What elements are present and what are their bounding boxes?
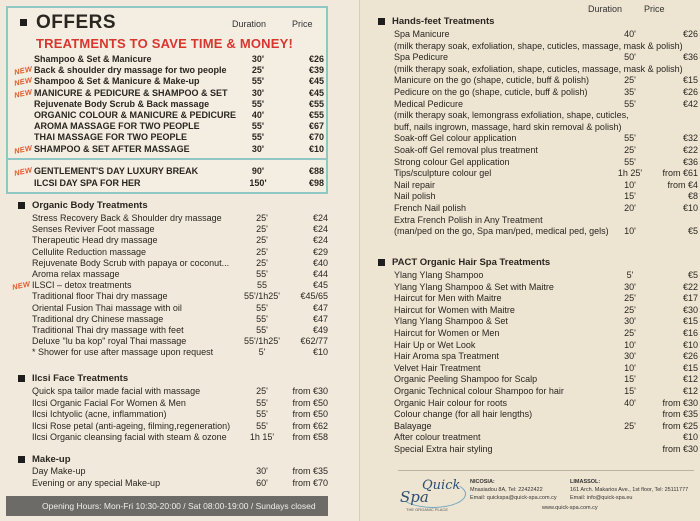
item-duration: 25' (256, 246, 268, 257)
item-price: from €35 (662, 409, 698, 420)
hands-feet-row (394, 133, 698, 144)
item-duration: 25' (256, 224, 268, 235)
hands-feet-row (394, 52, 698, 63)
item-price: €10 (682, 339, 698, 350)
duration-header: Duration (232, 19, 267, 29)
section-bullet (18, 375, 25, 382)
hands-feet-row (394, 98, 698, 110)
nicosia-title: NICOSIA: (470, 479, 495, 485)
item-duration: 15' (624, 386, 636, 396)
body-treatment-row (32, 247, 328, 258)
item-duration: 55' (256, 313, 268, 324)
offers-title: OFFERS (36, 12, 117, 33)
item-name: Evening or any special Make-up (32, 477, 161, 488)
item-price: €42 (682, 98, 698, 109)
item-price: €26 (682, 87, 698, 97)
item-price: €22 (682, 145, 698, 155)
section-bullet (18, 456, 25, 463)
duration-header: Duration (588, 4, 623, 14)
body-treatment-row (32, 235, 328, 246)
face-treatment-row (32, 386, 328, 397)
item-duration: 55' (256, 302, 268, 313)
makeup-row (32, 466, 328, 477)
item-duration: 5' (258, 347, 266, 358)
body-treatment-row (32, 213, 328, 224)
item-price: €5 (687, 270, 698, 280)
item-name: Oriental Fusion Thai massage with oil (32, 302, 182, 313)
item-duration: 25' (624, 145, 636, 155)
item-duration: 55' (256, 420, 268, 431)
new-badge: NEW (13, 165, 34, 178)
item-duration: 25' (256, 213, 268, 223)
item-name: Quick spa tailor made facial with massage (32, 386, 201, 396)
item-name: (milk therapy soak, lemongrass exfoliation, shape, cuticles, (394, 110, 629, 121)
hands-feet-row (394, 191, 698, 202)
item-name: Ylang Ylang Shampoo (394, 270, 484, 280)
item-name: Traditional Thai dry massage with feet (32, 325, 184, 335)
item-name: ILCSI DAY SPA FOR HER (34, 178, 141, 188)
offer-row (34, 99, 324, 110)
item-price: €55 (308, 110, 324, 120)
item-name: buff, nails ingrown, massage, hard skin removal & polish) (394, 121, 622, 132)
hands-feet-row (394, 145, 698, 156)
item-duration: 25' (256, 386, 268, 396)
logo-word-spa: Spa (400, 488, 429, 506)
body-treatment-row (32, 291, 328, 302)
item-name: Haircut for Men with Maitre (394, 293, 502, 304)
quick-spa-logo (400, 478, 470, 512)
hands-feet-row (394, 41, 690, 52)
item-name: Haircut for Women with Maitre (394, 304, 515, 315)
item-name: SHAMPOO & SET AFTER MASSAGE (34, 143, 190, 154)
item-duration: 55' (256, 397, 268, 408)
item-name: Haircut for Women or Men (394, 328, 500, 338)
item-name: Day Make-up (32, 466, 86, 476)
item-duration: 30' (256, 466, 268, 476)
hair-treatment-row (394, 409, 698, 420)
item-name: Deluxe "lu ba kop" royal Thai massage (32, 336, 187, 347)
item-name: Ilcsi Rose petal (anti-ageing, filming,regeneration) (32, 420, 231, 431)
new-badge: NEW (13, 64, 34, 78)
body-treatment-row (32, 303, 328, 314)
item-duration: 55' (624, 133, 636, 144)
item-name: Pedicure on the go (shape, cuticle, buff & polish) (394, 87, 588, 97)
item-name: Organic Hair colour for roots (394, 397, 508, 408)
item-price: from €30 (292, 386, 328, 396)
item-duration: 25' (624, 293, 636, 304)
item-duration: 55' (251, 121, 265, 132)
item-duration: 25' (624, 420, 636, 431)
offer-row (34, 65, 324, 76)
item-name: Aroma relax massage (32, 269, 120, 279)
new-badge: NEW (13, 75, 34, 89)
item-duration: 55' (256, 325, 268, 335)
hands-feet-row (394, 179, 698, 191)
item-duration: 55' (251, 132, 265, 143)
hands-feet-row (394, 168, 698, 179)
hands-feet-row (394, 226, 698, 237)
item-price: from €25 (662, 420, 698, 431)
item-price: €12 (682, 374, 698, 385)
item-price: from €50 (292, 409, 328, 420)
section-bullet (18, 202, 25, 209)
body-treatment-row (32, 325, 328, 336)
item-price: €45/65 (300, 291, 328, 302)
hands-feet-row (394, 122, 690, 133)
item-price: from €30 (662, 444, 698, 454)
item-price: €36 (682, 156, 698, 167)
item-duration: 1h 25' (617, 168, 643, 179)
item-name: Therapeutic Head dry massage (32, 235, 158, 246)
item-price: €8 (687, 191, 698, 202)
item-duration: 15' (624, 191, 636, 202)
item-price: from €4 (667, 179, 698, 190)
makeup-row (32, 478, 328, 489)
hair-treatment-row (394, 351, 698, 362)
offers-tagline: TREATMENTS TO SAVE TIME & MONEY! (36, 36, 294, 51)
hands-feet-row (394, 203, 698, 214)
item-name: Spa Manicure (394, 29, 450, 39)
item-duration: 30' (624, 351, 636, 362)
item-price: €15 (682, 75, 698, 86)
item-duration: 25' (256, 235, 268, 246)
item-duration: 30' (624, 316, 636, 327)
item-duration: 55' (256, 409, 268, 420)
item-duration: 1h 15' (249, 432, 275, 443)
section-title-text: Make-up (32, 454, 71, 465)
item-price: from €35 (292, 466, 328, 476)
offer-row (34, 121, 324, 132)
break-row (34, 166, 324, 177)
item-price: €30 (682, 304, 698, 315)
item-price: €62/77 (300, 336, 328, 347)
face-treatment-row (32, 409, 328, 420)
item-duration: 30' (251, 54, 265, 64)
item-price: €15 (682, 316, 698, 327)
item-name: Ilcsi Organic cleansing facial with steam & ozone (32, 432, 227, 443)
item-duration: 15' (624, 374, 636, 385)
item-duration: 50' (624, 52, 636, 63)
item-name: Stress Recovery Back & Shoulder dry massage (32, 213, 222, 223)
hands-feet-row (394, 156, 698, 168)
hair-treatment-row (394, 316, 698, 327)
item-duration: 25' (251, 65, 265, 76)
item-name: Shampoo & Set & Manicure & Make-up (34, 76, 200, 87)
section-bullet (20, 19, 27, 26)
offer-row (34, 132, 324, 143)
offers-header (16, 12, 322, 32)
item-price: €29 (312, 246, 328, 257)
item-name: * Shower for use after massage upon request (32, 347, 214, 358)
offer-row (34, 54, 324, 65)
item-duration: 25' (256, 257, 268, 268)
item-duration: 30' (251, 87, 265, 98)
limassol-title: LIMASSOL: (570, 479, 601, 485)
section-title-text: Organic Body Treatments (32, 200, 148, 211)
item-name: ORGANIC COLOUR & MANICURE & PEDICURE (34, 110, 237, 120)
body-treatment-row (32, 347, 328, 358)
body-treatment-row (32, 258, 328, 269)
item-duration: 25' (624, 328, 636, 338)
item-duration: 20' (624, 203, 636, 213)
item-duration: 60' (256, 477, 268, 488)
body-treatment-row (32, 336, 328, 347)
item-price: €24 (312, 213, 328, 223)
item-duration: 10' (624, 362, 636, 373)
item-price: €10 (682, 203, 698, 213)
new-badge: NEW (11, 279, 32, 293)
item-price: €5 (687, 226, 698, 237)
item-price: €40 (312, 257, 328, 268)
section-title-text: Ilcsi Face Treatments (32, 373, 129, 384)
item-name: Ilcsi Ichtyolic (acne, inflammation) (32, 409, 167, 420)
item-name: Traditional floor Thai dry massage (32, 291, 168, 302)
item-name: THAI MASSAGE FOR TWO PEOPLE (34, 132, 188, 143)
price-header: Price (644, 4, 665, 14)
item-price: €45 (312, 280, 328, 291)
item-name: Organic Peeling Shampoo for Scalp (394, 374, 538, 385)
section-bullet (378, 259, 385, 266)
logo-tagline: THE ORGANIC PLACE (406, 507, 449, 512)
item-name: Rejuvenate Body Scrub & Back massage (34, 98, 210, 109)
right-menu-page (360, 0, 700, 521)
item-price: €15 (682, 362, 698, 373)
hair-treatment-row (394, 281, 698, 293)
item-name: GENTLEMENT'S DAY LUXURY BREAK (34, 166, 199, 176)
item-price: €10 (308, 143, 324, 154)
item-duration: 25' (624, 304, 636, 315)
item-name: Balayage (394, 420, 432, 431)
item-name: Rejuvenate Body Scrub with papaya or coconut... (32, 257, 230, 268)
hands-feet-row (394, 29, 698, 40)
item-duration: 25' (624, 75, 636, 86)
item-price: €10 (682, 432, 698, 443)
body-treatment-row (32, 224, 328, 235)
hair-treatment-row (394, 420, 698, 432)
item-duration: 55 (256, 280, 267, 291)
item-price: €47 (312, 302, 328, 313)
item-name: Hair Up or Wet Look (394, 339, 476, 350)
item-price: €24 (312, 235, 328, 246)
hands-feet-row (394, 75, 698, 86)
logo-word-quick: Quick (422, 478, 461, 493)
item-price: €49 (312, 325, 328, 335)
nicosia-email[interactable]: Email: quickspa@quick-spa.com.cy (470, 495, 557, 501)
offer-row (34, 110, 324, 121)
item-name: Nail polish (394, 191, 436, 202)
item-name: Manicure on the go (shape, cuticle, buff & polish) (394, 75, 589, 86)
item-price: €44 (312, 269, 328, 279)
hair-treatment-row (394, 304, 698, 316)
item-name: Extra French Polish in Any Treatment (394, 214, 543, 225)
limassol-address: 161 Arch. Makarios Ave., 1st floor, Tel: 25111777 (570, 487, 689, 493)
item-price: €16 (682, 328, 698, 338)
item-name: Nail repair (394, 179, 436, 190)
item-duration: 55' (624, 98, 636, 109)
hair-treatment-row (394, 339, 698, 351)
item-name: Traditional dry Chinese massage (32, 313, 164, 324)
item-duration: 55' (256, 269, 268, 279)
item-duration: 55' (251, 98, 265, 109)
item-duration: 40' (624, 397, 636, 408)
hands-feet-row (394, 87, 698, 98)
section-title-text: PACT Organic Hair Spa Treatments (392, 257, 551, 268)
new-badge: NEW (13, 86, 34, 100)
item-duration: 30' (624, 281, 636, 292)
item-duration: 40' (251, 110, 265, 120)
item-duration: 55'/1h25' (244, 336, 280, 347)
item-price: €55 (308, 98, 324, 109)
item-price: €26 (682, 29, 698, 39)
item-duration: 10' (624, 339, 636, 350)
item-price: €10 (312, 347, 328, 358)
item-name: Special Extra hair styling (394, 444, 493, 454)
item-name: Velvet Hair Treatment (394, 362, 481, 373)
item-duration: 10' (624, 179, 636, 190)
item-name: (milk therapy soak, exfoliation, shape, cuticles, massage, mask & polish) (394, 63, 683, 74)
item-duration: 55' (251, 76, 265, 87)
hands-feet-row (394, 215, 690, 226)
break-row (34, 178, 324, 189)
item-name: Back & shoulder dry massage for two people (34, 65, 227, 76)
item-name: Colour change (for all hair lengths) (394, 409, 533, 420)
nicosia-address: Mnasiadou 8A, Tel: 22422422 (470, 487, 543, 493)
item-price: from €62 (292, 420, 328, 431)
hair-treatment-row (394, 328, 698, 339)
item-price: €24 (312, 224, 328, 235)
face-treatment-row (32, 432, 328, 443)
item-price: €17 (682, 293, 698, 304)
item-name: (man/ped on the go, Spa man/ped, medical ped, gels) (394, 226, 609, 237)
item-name: French Nail polish (394, 203, 467, 213)
item-name: Ylang Ylang Shampoo & Set (394, 316, 508, 327)
item-name: Senses Reviver Foot massage (32, 224, 155, 235)
limassol-email[interactable]: Email: info@quick-spa.eu (570, 495, 633, 501)
item-name: Ilcsi Organic Facial For Women & Men (32, 397, 186, 408)
item-price: €39 (308, 65, 324, 76)
item-price: from €58 (292, 432, 328, 443)
item-price: €12 (682, 386, 698, 396)
item-duration: 35' (624, 87, 636, 97)
body-treatment-row (32, 314, 328, 325)
item-name: (milk therapy soak, exfoliation, shape, cuticles, massage, mask & polish) (394, 40, 683, 51)
item-name: Soak-off Gel removal plus treatment (394, 145, 538, 155)
section-bullet (378, 18, 385, 25)
offer-row (34, 76, 324, 87)
item-price: €26 (308, 54, 324, 64)
footer-divider (398, 470, 694, 471)
item-duration: 90' (251, 166, 265, 176)
item-price: €32 (682, 133, 698, 144)
item-price: from €61 (662, 168, 698, 179)
body-treatment-row (32, 280, 328, 291)
breaks-box (6, 158, 328, 194)
item-name: Tips/sculpture colour gel (394, 168, 492, 179)
item-price: €36 (682, 52, 698, 63)
item-duration: 5' (626, 270, 634, 280)
item-name: Hair Aroma spa Treatment (394, 351, 500, 362)
hair-treatment-row (394, 374, 698, 385)
item-name: After colour treatment (394, 432, 481, 443)
hair-treatment-row (394, 270, 698, 281)
opening-hours-bar: Opening Hours: Mon-Fri 10:30-20:00 / Sat 08:00-19:00 / Sundays closed (6, 496, 328, 516)
item-name: Cellulite Reduction massage (32, 246, 147, 257)
hair-treatment-row (394, 432, 698, 443)
price-header: Price (292, 19, 313, 29)
item-price: from €30 (662, 397, 698, 408)
item-name: MANICURE & PEDICURE & SHAMPOO & SET (34, 87, 228, 98)
hands-feet-row (394, 110, 690, 121)
item-price: €45 (308, 76, 324, 87)
face-treatment-row (32, 398, 328, 409)
item-price: €47 (312, 313, 328, 324)
face-treatment-row (32, 421, 328, 432)
item-price: €26 (682, 351, 698, 362)
item-price: €98 (308, 178, 324, 188)
hair-treatment-row (394, 293, 698, 304)
item-duration: 40' (624, 29, 636, 39)
item-name: AROMA MASSAGE FOR TWO PEOPLE (34, 121, 200, 132)
item-duration: 55' (624, 156, 636, 167)
item-name: Shampoo & Set & Manicure (34, 54, 152, 64)
hair-treatment-row (394, 444, 698, 455)
item-name: Ylang Ylang Shampoo & Set with Maitre (394, 281, 554, 292)
new-badge: NEW (13, 142, 34, 156)
website-link[interactable]: www.quick-spa.com.cy (542, 505, 598, 511)
item-duration: 10' (624, 226, 636, 237)
item-name: ILSCI – detox treatments (32, 280, 132, 291)
item-name: Medical Pedicure (394, 98, 464, 109)
hair-treatment-row (394, 397, 698, 409)
item-price: from €70 (292, 477, 328, 488)
item-name: Organic Technical colour Shampoo for hair (394, 386, 564, 396)
offer-row (34, 144, 324, 155)
offer-row (34, 88, 324, 99)
item-price: €22 (682, 281, 698, 292)
item-price: from €50 (292, 397, 328, 408)
item-price: €45 (308, 87, 324, 98)
section-title-text: Hands-feet Treatments (392, 16, 495, 27)
item-name: Soak-off Gel colour application (394, 133, 517, 144)
item-duration: 55'/1h25' (244, 291, 280, 302)
hands-feet-row (394, 64, 690, 75)
hair-treatment-row (394, 362, 698, 374)
item-duration: 150' (249, 178, 267, 188)
item-name: Strong colour Gel application (394, 156, 510, 167)
item-duration: 30' (251, 143, 265, 154)
item-price: €67 (308, 121, 324, 132)
hair-treatment-row (394, 386, 698, 397)
body-treatment-row (32, 269, 328, 280)
item-name: Spa Pedicure (394, 52, 449, 63)
item-price: €70 (308, 132, 324, 143)
item-price: €88 (308, 166, 324, 176)
